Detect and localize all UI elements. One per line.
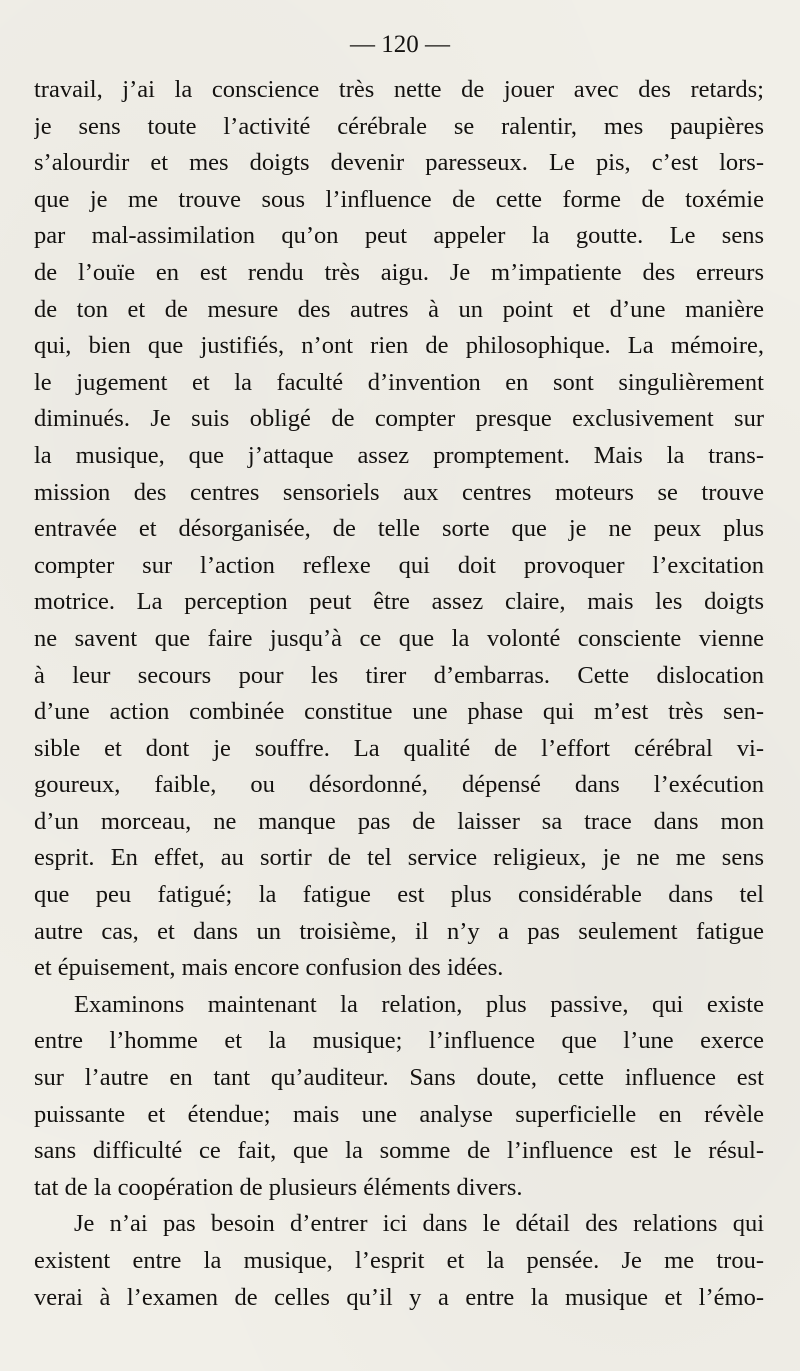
text-line: entre l’homme et la musique; l’influence que l’une exerce	[34, 1027, 764, 1055]
text-line: d’une action combinée constitue une phase qui m’est très sen-	[34, 698, 764, 726]
text-line: goureux, faible, ou désordonné, dépensé dans l’exécution	[34, 771, 764, 799]
text-line: existent entre la musique, l’esprit et la pensée. Je me trou-	[34, 1247, 764, 1274]
paragraph-end-line: et épuisement, mais encore confusion des idées.	[34, 954, 504, 982]
text-line: qui, bien que justifiés, n’ont rien de philosophique. La mémoire,	[34, 332, 764, 360]
text-line: sur l’autre en tant qu’auditeur. Sans doute, cette influence est	[34, 1064, 764, 1092]
text-line: que peu fatigué; la fatigue est plus considérable dans tel	[34, 881, 764, 909]
text-line: esprit. En effet, au sortir de tel service religieux, je ne me sens	[34, 844, 764, 872]
text-line: diminués. Je suis obligé de compter presque exclusivement sur	[34, 405, 764, 433]
page-number: — 120 —	[350, 31, 450, 58]
text-line: de l’ouïe en est rendu très aigu. Je m’impatiente des erreurs	[34, 258, 764, 286]
body-text	[34, 72, 764, 1316]
text-line: que je me trouve sous l’influence de cette forme de toxémie	[34, 185, 764, 213]
text-line: travail, j’ai la conscience très nette de jouer avec des retards;	[34, 76, 764, 103]
text-line: ne savent que faire jusqu’à ce que la volonté consciente vienne	[34, 624, 764, 652]
text-line: sans difficulté ce fait, que la somme de l’influence est le résul-	[34, 1137, 764, 1165]
text-line: motrice. La perception peut être assez claire, mais les doigts	[34, 588, 764, 616]
paragraph-start-line: Examinons maintenant la relation, plus passive, qui existe	[74, 990, 764, 1018]
text-line: compter sur l’action reflexe qui doit provoquer l’excitation	[34, 551, 764, 579]
text-line: je sens toute l’activité cérébrale se ralentir, mes paupières	[34, 112, 764, 140]
text-line: la musique, que j’attaque assez promptement. Mais la trans-	[34, 441, 764, 469]
text-line: s’alourdir et mes doigts devenir paresseux. Le pis, c’est lors-	[34, 149, 764, 177]
text-line: verai à l’examen de celles qu’il y a entre la musique et l’émo-	[34, 1283, 764, 1311]
text-line: à leur secours pour les tirer d’embarras. Cette dislocation	[34, 661, 764, 689]
text-line: le jugement et la faculté d’invention en sont singulièrement	[34, 368, 764, 396]
text-line: entravée et désorganisée, de telle sorte que je ne peux plus	[34, 515, 764, 543]
text-line: mission des centres sensoriels aux centres moteurs se trouve	[34, 478, 764, 506]
text-line: d’un morceau, ne manque pas de laisser sa trace dans mon	[34, 807, 764, 835]
text-line: sible et dont je souffre. La qualité de l’effort cérébral vi-	[34, 734, 764, 762]
text-line: de ton et de mesure des autres à un point et d’une manière	[34, 295, 764, 323]
paragraph-start-line: Je n’ai pas besoin d’entrer ici dans le détail des relations qui	[74, 1210, 764, 1238]
text-line: puissante et étendue; mais une analyse superficielle en révèle	[34, 1100, 764, 1128]
text-line: autre cas, et dans un troisième, il n’y a pas seulement fatigue	[34, 917, 764, 945]
text-line: par mal-assimilation qu’on peut appeler la goutte. Le sens	[34, 222, 764, 250]
paragraph-end-line: tat de la coopération de plusieurs éléments divers.	[34, 1173, 523, 1201]
